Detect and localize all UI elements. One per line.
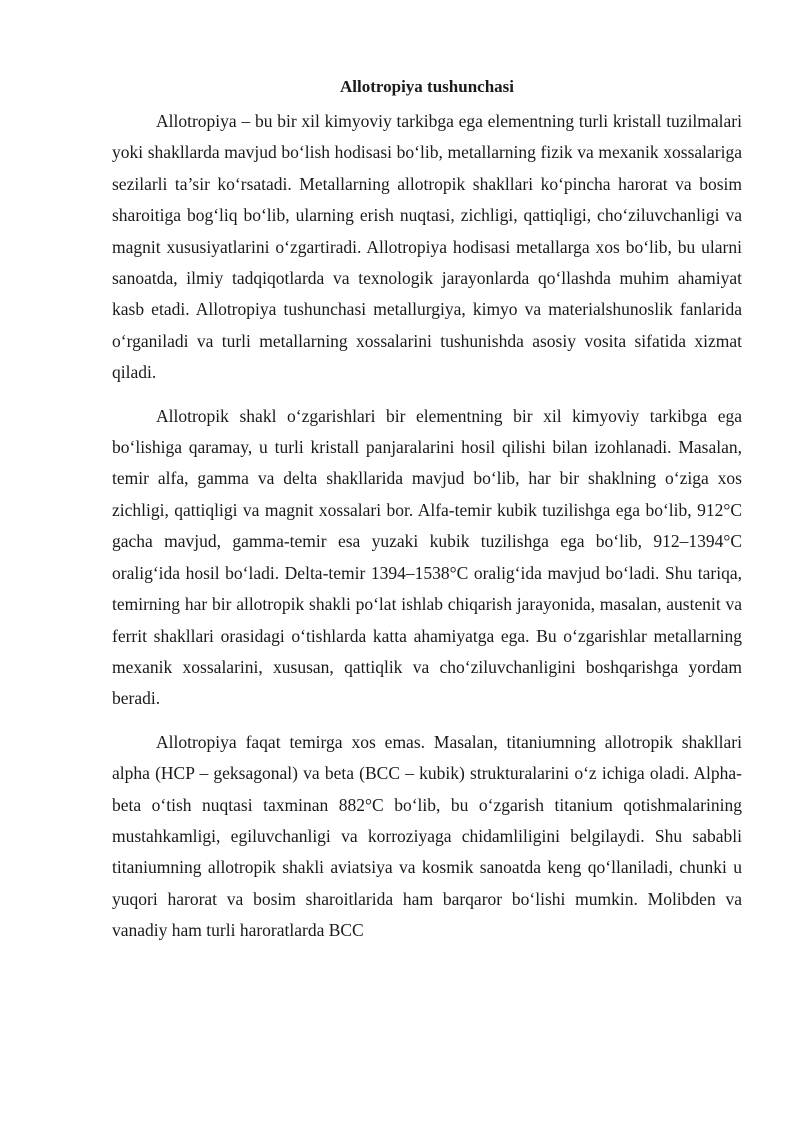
paragraph-3: Allotropiya faqat temirga xos emas. Masalan, titaniumning allotropik shakllari alpha (HCP – geksagonal) va beta (BCC – kubik) strukturalarini o‘z ichiga oladi. Alpha-beta o‘tish nuqtasi taxminan 882°C bo‘lib, bu o‘zgarish titanium qotishmalarining mustahkamligi, egiluvchanligi va korroziyaga chidamliligini belgilaydi. Shu sababli titaniumning allotropik shakli aviatsiya va kosmik sanoatda keng qo‘llaniladi, chunki u yuqori harorat va bosim sharoitlarida ham barqaror bo‘lishi mumkin. Molibden va vanadiy ham turli haroratlarda BCC <box>112 731 742 941</box>
document-title: Allotropiya tushunchasi <box>340 77 514 96</box>
document-body <box>112 74 742 959</box>
paragraph-1: Allotropiya – bu bir xil kimyoviy tarkibga ega elementning turli kristall tuzilmalari yoki shakllarda mavjud bo‘lish hodisasi bo‘lib, metallarning fizik va mexanik xossalariga sezilarli ta’sir ko‘rsatadi. Metallarning allotropik shakllari ko‘pincha harorat va bosim sharoitiga bog‘liq bo‘lib, ularning erish nuqtasi, zichligi, qattiqligi, cho‘ziluvchanligi va magnit xususiyatlarini o‘zgartiradi. Allotropiya hodisasi metallarga xos bo‘lib, bu ularni sanoatda, ilmiy tadqiqotlarda va texnologik jarayonlarda qo‘llashda muhim ahamiyat kasb etadi. Allotropiya tushunchasi metallurgiya, kimyo va materialshunoslik fanlarida o‘rganiladi va turli metallarning xossalarini tushunishda asosiy vosita sifatida xizmat qiladi. <box>112 111 742 383</box>
paragraph-2: Allotropik shakl o‘zgarishlari bir elementning bir xil kimyoviy tarkibga ega bo‘lishiga qaramay, u turli kristall panjaralarini hosil qilishi bilan izohlanadi. Masalan, temir alfa, gamma va delta shakllarida mavjud bo‘lib, har bir shaklning o‘ziga xos zichligi, qattiqligi va magnit xossalari bor. Alfa-temir kubik tuzilishga ega bo‘lib, 912°C gacha mavjud, gamma-temir esa yuzaki kubik tuzilishga ega bo‘lib, 912–1394°C oralig‘ida hosil bo‘ladi. Delta-temir 1394–1538°C oralig‘ida mavjud bo‘ladi. Shu tariqa, temirning har bir allotropik shakli po‘lat ishlab chiqarish jarayonida, masalan, austenit va ferrit shakllari orasidagi o‘tishlarda katta ahamiyatga ega. Bu o‘zgarishlar metallarning mexanik xossalarini, xususan, qattiqlik va cho‘ziluvchanligini boshqarishga yordam beradi. <box>112 405 742 709</box>
